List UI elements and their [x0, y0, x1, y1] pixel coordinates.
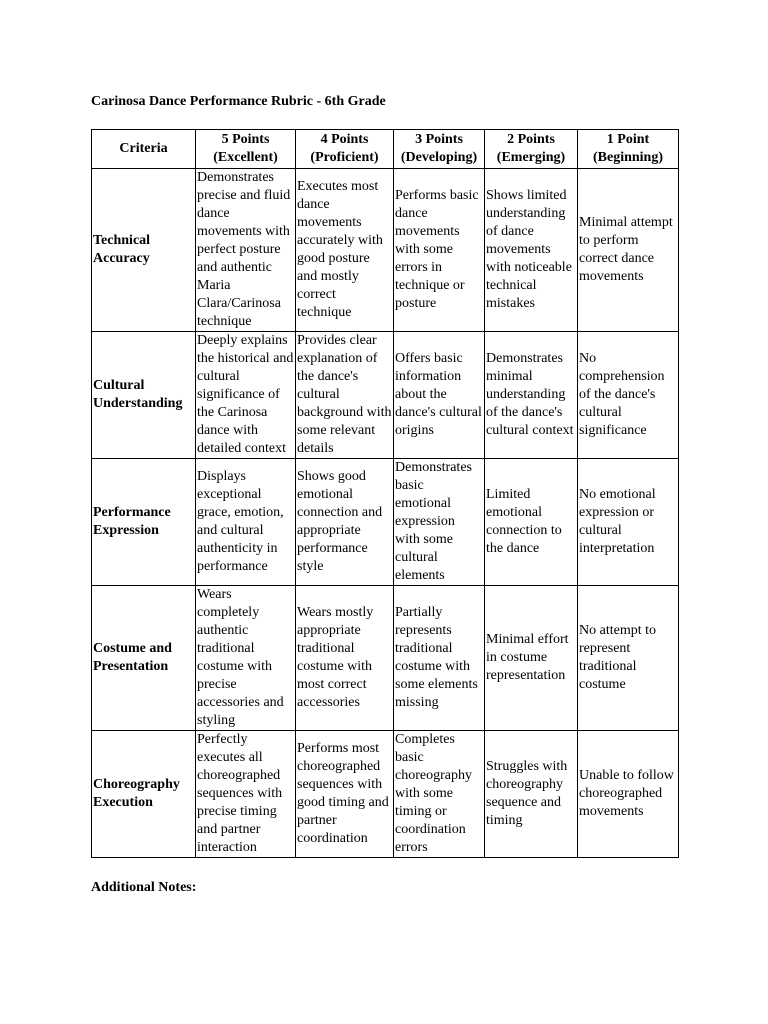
- rubric-cell: No attempt to represent traditional costume: [578, 586, 679, 731]
- rubric-cell: No comprehension of the dance's cultural significance: [578, 332, 679, 459]
- rubric-cell: Performs basic dance movements with some errors in technique or posture: [394, 169, 485, 332]
- header-label: 1 Point: [606, 132, 650, 147]
- additional-notes-label: Additional Notes:: [91, 880, 197, 895]
- table-row: [92, 731, 679, 858]
- rubric-cell: Partially represents traditional costume with some elements missing: [394, 586, 485, 731]
- rubric-cell: Performs most choreographed sequences with good timing and partner coordination: [296, 731, 394, 858]
- rubric-cell: Demonstrates basic emotional expression with some cultural elements: [394, 459, 485, 586]
- rubric-cell: Struggles with choreography sequence and timing: [485, 731, 578, 858]
- header-sublabel: (Beginning): [592, 150, 663, 165]
- rubric-cell: Demonstrates precise and fluid dance movements with perfect posture and authentic Maria Clara/Carinosa technique: [196, 169, 296, 332]
- rubric-cell: No emotional expression or cultural interpretation: [578, 459, 679, 586]
- rubric-cell: Offers basic information about the dance's cultural origins: [394, 332, 485, 459]
- table-row: [92, 586, 679, 731]
- header-sublabel: (Emerging): [496, 150, 566, 165]
- rubric-table: [91, 129, 679, 858]
- rubric-cell: Limited emotional connection to the dance: [485, 459, 578, 586]
- table-row: [92, 332, 679, 459]
- header-label: 2 Points: [507, 132, 555, 147]
- header-sublabel: (Proficient): [310, 150, 379, 165]
- rubric-cell: Minimal attempt to perform correct dance movements: [578, 169, 679, 332]
- header-sublabel: (Excellent): [213, 150, 278, 165]
- table-row: [92, 169, 679, 332]
- header-label: 5 Points: [221, 132, 270, 147]
- criteria-cell: Costume and Presentation: [92, 586, 196, 731]
- rubric-cell: Wears mostly appropriate traditional costume with most correct accessories: [296, 586, 394, 731]
- header-3-points: [394, 130, 485, 169]
- header-4-points: [296, 130, 394, 169]
- criteria-cell: Performance Expression: [92, 459, 196, 586]
- criteria-cell: Cultural Understanding: [92, 332, 196, 459]
- header-criteria: [92, 130, 196, 169]
- header-label: 4 Points: [320, 132, 369, 147]
- criteria-cell: Technical Accuracy: [92, 169, 196, 332]
- rubric-cell: Deeply explains the historical and cultural significance of the Carinosa dance with detailed context: [196, 332, 296, 459]
- header-row: [92, 130, 679, 169]
- rubric-cell: Wears completely authentic traditional costume with precise accessories and styling: [196, 586, 296, 731]
- rubric-cell: Shows good emotional connection and appropriate performance style: [296, 459, 394, 586]
- header-sublabel: (Developing): [400, 150, 478, 165]
- document-title: Carinosa Dance Performance Rubric - 6th Grade: [91, 94, 386, 109]
- table-row: [92, 459, 679, 586]
- rubric-cell: Executes most dance movements accurately with good posture and mostly correct technique: [296, 169, 394, 332]
- rubric-cell: Unable to follow choreographed movements: [578, 731, 679, 858]
- header-2-points: [485, 130, 578, 169]
- rubric-cell: Demonstrates minimal understanding of the dance's cultural context: [485, 332, 578, 459]
- header-5-points: [196, 130, 296, 169]
- header-label: 3 Points: [415, 132, 463, 147]
- rubric-cell: Displays exceptional grace, emotion, and cultural authenticity in performance: [196, 459, 296, 586]
- rubric-cell: Completes basic choreography with some timing or coordination errors: [394, 731, 485, 858]
- rubric-cell: Provides clear explanation of the dance's cultural background with some relevant details: [296, 332, 394, 459]
- rubric-cell: Perfectly executes all choreographed sequences with precise timing and partner interaction: [196, 731, 296, 858]
- rubric-cell: Minimal effort in costume representation: [485, 586, 578, 731]
- criteria-cell: Choreography Execution: [92, 731, 196, 858]
- header-1-point: [578, 130, 679, 169]
- rubric-cell: Shows limited understanding of dance movements with noticeable technical mistakes: [485, 169, 578, 332]
- header-label: Criteria: [119, 141, 168, 156]
